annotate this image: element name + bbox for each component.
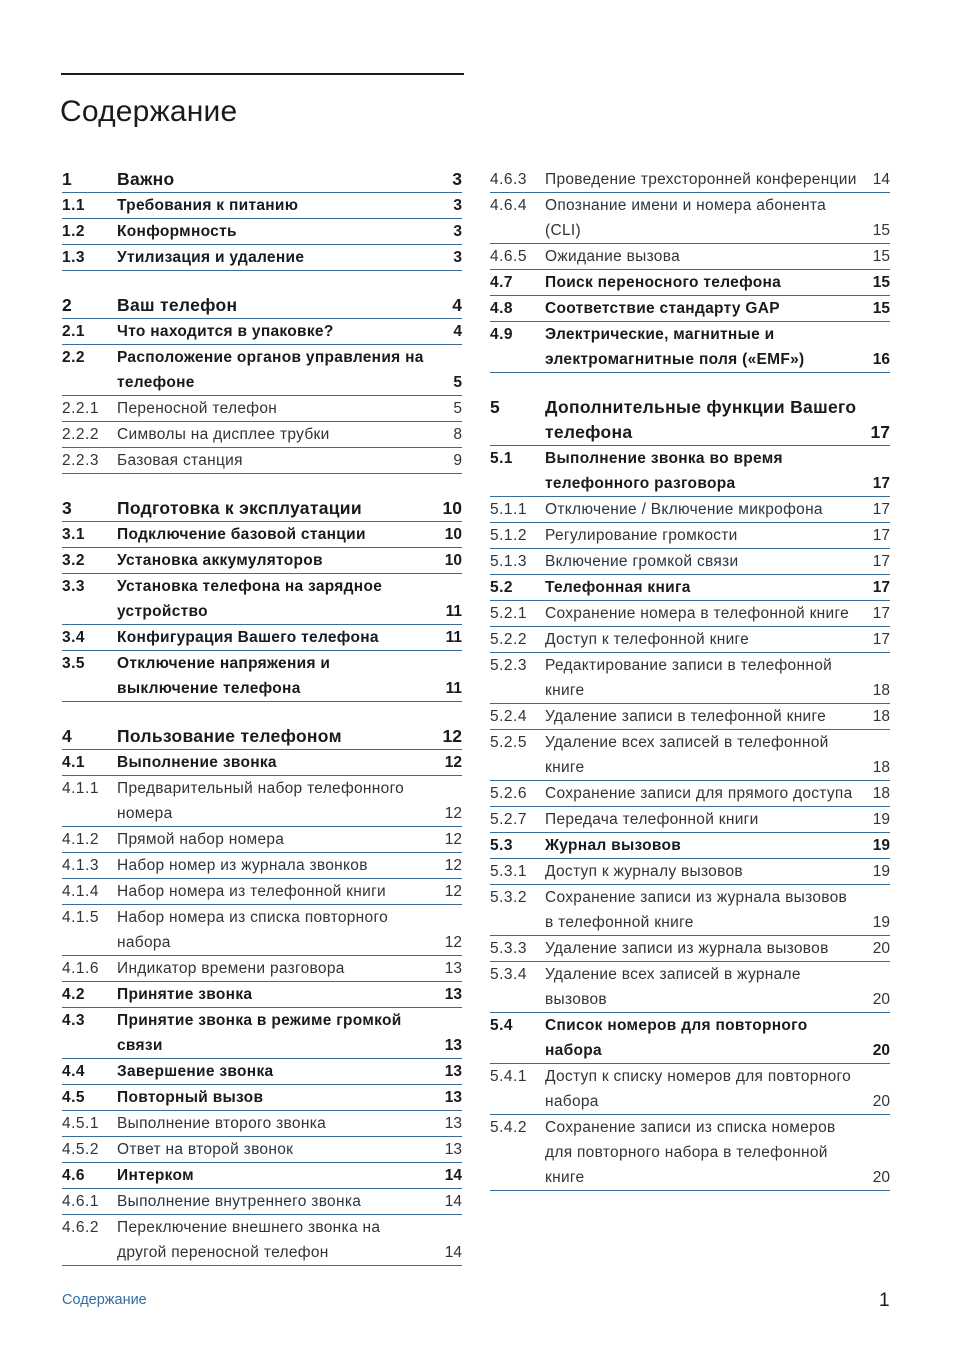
toc-entry[interactable]: [490, 1013, 890, 1064]
toc-entry-title: Передача телефонной книги: [545, 811, 759, 828]
toc-entry-num: 4.2: [62, 986, 86, 1003]
toc-entry-num: 5.2.6: [490, 785, 527, 802]
toc-entry-num: 1.2: [62, 223, 86, 240]
toc-entry-num: 4.1.3: [62, 857, 99, 874]
toc-entry-page: 18: [872, 785, 890, 802]
toc-entry-title: Расположение органов управления на телефоне: [117, 349, 424, 391]
toc-entry-num: 5.2.7: [490, 811, 527, 828]
toc-entry[interactable]: [62, 245, 462, 271]
toc-entry-num: 5.1: [490, 450, 514, 467]
toc-entry-page: 18: [872, 682, 890, 699]
toc-entry[interactable]: [62, 776, 462, 827]
toc-entry-page: 14: [444, 1244, 462, 1261]
toc-entry-title: Повторный вызов: [117, 1089, 264, 1106]
toc-entry-page: 11: [445, 603, 462, 620]
toc-entry-title: Подключение базовой станции: [117, 526, 366, 543]
toc-entry-title: Набор номер из журнала звонков: [117, 857, 368, 874]
toc-entry-title: Принятие звонка в режиме громкой связи: [117, 1012, 402, 1054]
toc-entry[interactable]: [490, 244, 890, 270]
toc-entry[interactable]: [62, 422, 462, 448]
toc-entry[interactable]: [62, 1163, 462, 1189]
toc-entry-num: 4.1.1: [62, 780, 99, 797]
toc-entry-num: 5.1.1: [490, 501, 527, 518]
toc-entry-title: Доступ к телефонной книге: [545, 631, 750, 648]
toc-entry-page: 17: [872, 579, 890, 596]
toc-entry-title: Удаление всех записей в журнале вызовов: [545, 966, 801, 1008]
toc-entry-title: Ваш телефон: [117, 295, 238, 315]
toc-entry-page: 10: [444, 552, 462, 569]
toc-entry-num: 4.5.1: [62, 1115, 99, 1132]
toc-entry[interactable]: [490, 270, 890, 296]
toc-entry-num: 4.7: [490, 274, 514, 291]
toc-entry-title: Выполнение звонка: [117, 754, 277, 771]
toc-entry[interactable]: [490, 807, 890, 833]
toc-entry[interactable]: [490, 936, 890, 962]
toc-entry-num: 2.2.3: [62, 452, 99, 469]
toc-entry-title: Ответ на второй звонок: [117, 1141, 294, 1158]
toc-entry-page: 19: [872, 811, 890, 828]
toc-entry[interactable]: [62, 651, 462, 702]
page-title: Содержание: [60, 95, 238, 128]
toc-entry-num: 5.2.1: [490, 605, 527, 622]
toc-entry-page: 14: [444, 1167, 462, 1184]
toc-entry[interactable]: [490, 833, 890, 859]
toc-entry-num: 4.4: [62, 1063, 86, 1080]
toc-entry[interactable]: [62, 879, 462, 905]
toc-entry-title: Выполнение внутреннего звонка: [117, 1193, 362, 1210]
toc-entry-page: 20: [872, 991, 890, 1008]
toc-entry-page: 3: [453, 223, 462, 240]
toc-entry-num: 4.5.2: [62, 1141, 99, 1158]
toc-entry-num: 4.1.6: [62, 960, 99, 977]
toc-entry-num: 5.2: [490, 579, 514, 596]
toc-entry-page: 18: [872, 708, 890, 725]
toc-entry-title: Важно: [117, 169, 175, 189]
toc-entry[interactable]: [62, 219, 462, 245]
toc-entry[interactable]: [62, 167, 462, 193]
toc-entry-num: 4.3: [62, 1012, 86, 1029]
toc-entry-title: Телефонная книга: [545, 579, 691, 596]
toc-entry-page: 3: [453, 249, 462, 266]
toc-entry-page: 20: [872, 1093, 890, 1110]
toc-entry-title: Установка аккумуляторов: [117, 552, 323, 569]
toc-entry-num: 2.2: [62, 349, 86, 366]
toc-entry[interactable]: [490, 1115, 890, 1191]
toc-entry-num: 4.1.4: [62, 883, 99, 900]
footer-section-label: Содержание: [62, 1292, 147, 1308]
toc-entry-title: Конформность: [117, 223, 237, 240]
toc-entry[interactable]: [490, 523, 890, 549]
toc-entry-title: Проведение трехсторонней конференции: [545, 171, 857, 188]
toc-entry-page: 17: [872, 553, 890, 570]
toc-entry-title: Список номеров для повторного набора: [545, 1017, 808, 1059]
toc-entry-num: 4.1: [62, 754, 86, 771]
toc-entry-num: 5.4.1: [490, 1068, 527, 1085]
toc-entry-title: Установка телефона на зарядное устройство: [117, 578, 383, 620]
toc-entry-title: Дополнительные функции Вашего телефона: [545, 397, 857, 442]
toc-entry-title: Принятие звонка: [117, 986, 253, 1003]
toc-entry-title: Выполнение звонка во время телефонного разговора: [545, 450, 783, 492]
toc-entry-title: Подготовка к эксплуатации: [117, 498, 362, 518]
toc-entry-title: Сохранение номера в телефонной книге: [545, 605, 850, 622]
toc-entry-page: 16: [872, 351, 890, 368]
toc-entry-num: 5.3.3: [490, 940, 527, 957]
toc-entry-page: 20: [872, 1042, 890, 1059]
toc-entry-title: Что находится в упаковке?: [117, 323, 334, 340]
toc-entry-page: 15: [872, 222, 890, 239]
toc-entry-num: 5.2.3: [490, 657, 527, 674]
toc-entry[interactable]: [490, 167, 890, 193]
toc-entry-title: Базовая станция: [117, 452, 243, 469]
toc-entry-page: 19: [872, 837, 890, 854]
toc-entry[interactable]: [62, 396, 462, 422]
toc-entry-page: 17: [872, 475, 890, 492]
toc-entry[interactable]: [490, 395, 890, 446]
toc-entry-page: 17: [870, 422, 890, 442]
toc-entry-page: 13: [444, 1141, 462, 1158]
toc-entry-num: 4.6.5: [490, 248, 527, 265]
toc-entry-num: 2: [62, 295, 73, 315]
toc-entry-title: Индикатор времени разговора: [117, 960, 345, 977]
toc-entry-num: 4.9: [490, 326, 514, 343]
toc-entry-num: 5.2.2: [490, 631, 527, 648]
toc-entry[interactable]: [62, 496, 462, 522]
toc-entry[interactable]: [62, 1189, 462, 1215]
toc-entry-title: Сохранение записи для прямого доступа: [545, 785, 853, 802]
toc-entry-title: Удаление записи из журнала вызовов: [545, 940, 829, 957]
toc-entry-page: 13: [444, 1063, 462, 1080]
toc-entry[interactable]: [490, 549, 890, 575]
toc-entry[interactable]: [62, 853, 462, 879]
toc-entry[interactable]: [62, 1137, 462, 1163]
toc-entry[interactable]: [62, 1215, 462, 1266]
toc-entry[interactable]: [62, 956, 462, 982]
toc-entry[interactable]: [490, 859, 890, 885]
toc-entry-num: 5.3.1: [490, 863, 527, 880]
toc-entry-title: Доступ к списку номеров для повторного набора: [545, 1068, 852, 1110]
toc-entry[interactable]: [62, 193, 462, 219]
toc-entry-title: Прямой набор номера: [117, 831, 285, 848]
toc-entry[interactable]: [62, 1008, 462, 1059]
toc-entry-page: 10: [442, 498, 462, 518]
toc-entry-num: 4.6.4: [490, 197, 527, 214]
toc-entry-title: Переключение внешнего звонка на другой переносной телефон: [117, 1219, 381, 1261]
toc-entry-title: Переносной телефон: [117, 400, 278, 417]
toc-entry-page: 17: [872, 501, 890, 518]
toc-entry-num: 4: [62, 726, 73, 746]
toc-entry-num: 4.5: [62, 1089, 86, 1106]
toc-entry[interactable]: [62, 905, 462, 956]
toc-entry-num: 2.1: [62, 323, 86, 340]
toc-entry-page: 10: [444, 526, 462, 543]
toc-entry-title: Утилизация и удаление: [117, 249, 305, 266]
toc-entry-num: 3.4: [62, 629, 86, 646]
toc-entry-page: 17: [872, 631, 890, 648]
toc-entry-title: Символы на дисплее трубки: [117, 426, 330, 443]
toc-entry[interactable]: [490, 781, 890, 807]
toc-entry-page: 18: [872, 759, 890, 776]
toc-entry-title: Удаление записи в телефонной книге: [545, 708, 827, 725]
toc-entry-num: 3.1: [62, 526, 86, 543]
toc-entry[interactable]: [62, 448, 462, 474]
toc-entry-num: 3.2: [62, 552, 86, 569]
toc-entry-title: Набор номера из списка повторного набора: [117, 909, 389, 951]
footer-page-number: 1: [879, 1290, 890, 1311]
toc-entry-num: 3.5: [62, 655, 86, 672]
toc-entry[interactable]: [490, 627, 890, 653]
toc-entry-title: Конфигурация Вашего телефона: [117, 629, 379, 646]
toc-entry[interactable]: [62, 345, 462, 396]
toc-entry-num: 3: [62, 498, 73, 518]
toc-entry-page: 13: [444, 1115, 462, 1132]
toc-entry-num: 3.3: [62, 578, 86, 595]
toc-entry-num: 5.4: [490, 1017, 514, 1034]
toc-entry-page: 15: [872, 300, 890, 317]
toc-entry[interactable]: [62, 1085, 462, 1111]
toc-entry-page: 20: [872, 1169, 890, 1186]
toc-entry-page: 8: [453, 426, 462, 443]
toc-entry-page: 12: [442, 726, 462, 746]
toc-entry[interactable]: [62, 548, 462, 574]
toc-left-column: [62, 167, 462, 1266]
toc-entry-page: 15: [872, 248, 890, 265]
toc-entry[interactable]: [62, 1111, 462, 1137]
toc-entry-num: 5.2.4: [490, 708, 527, 725]
toc-entry-num: 1: [62, 169, 73, 189]
toc-entry[interactable]: [62, 625, 462, 651]
toc-entry-page: 5: [453, 374, 462, 391]
toc-entry-num: 5.1.3: [490, 553, 527, 570]
toc-entry-title: Журнал вызовов: [545, 837, 682, 854]
toc-entry-num: 5.4.2: [490, 1119, 527, 1136]
toc-entry-page: 3: [453, 197, 462, 214]
toc-entry-num: 4.8: [490, 300, 514, 317]
toc-entry[interactable]: [62, 750, 462, 776]
toc-entry[interactable]: [490, 296, 890, 322]
toc-entry-title: Пользование телефоном: [117, 726, 342, 746]
toc-entry[interactable]: [490, 193, 890, 244]
toc-entry[interactable]: [62, 293, 462, 319]
toc-entry[interactable]: [490, 704, 890, 730]
toc-entry-num: 4.6.3: [490, 171, 527, 188]
toc-entry[interactable]: [490, 322, 890, 373]
toc-entry[interactable]: [62, 827, 462, 853]
toc-entry[interactable]: [490, 962, 890, 1013]
toc-entry[interactable]: [490, 885, 890, 936]
toc-entry-num: 1.3: [62, 249, 86, 266]
toc-entry[interactable]: [490, 601, 890, 627]
toc-entry-title: Сохранение записи из списка номеров для повторного набора в телефонной книге: [545, 1119, 836, 1186]
toc-entry-page: 13: [444, 1037, 462, 1054]
toc-entry-page: 14: [872, 171, 890, 188]
toc-entry-page: 12: [444, 857, 462, 874]
toc-entry-page: 15: [872, 274, 890, 291]
toc-entry-title: Ожидание вызова: [545, 248, 681, 265]
toc-entry-page: 12: [444, 883, 462, 900]
toc-entry[interactable]: [490, 730, 890, 781]
toc-entry-page: 4: [453, 323, 462, 340]
toc-entry-title: Доступ к журналу вызовов: [545, 863, 743, 880]
toc-entry-page: 20: [872, 940, 890, 957]
toc-entry-title: Удаление всех записей в телефонной книге: [545, 734, 829, 776]
toc-entry[interactable]: [490, 653, 890, 704]
toc-entry-num: 4.1.5: [62, 909, 99, 926]
toc-entry-page: 17: [872, 605, 890, 622]
toc-entry-num: 2.2.2: [62, 426, 99, 443]
toc-entry-title: Регулирование громкости: [545, 527, 738, 544]
toc-entry-page: 19: [872, 863, 890, 880]
toc-entry-title: Включение громкой связи: [545, 553, 739, 570]
toc-entry-page: 14: [444, 1193, 462, 1210]
toc-entry-page: 12: [444, 754, 462, 771]
toc-entry-title: Набор номера из телефонной книги: [117, 883, 386, 900]
toc-entry-title: Отключение / Включение микрофона: [545, 501, 823, 518]
toc-entry-title: Соответствие стандарту GAP: [545, 300, 780, 317]
toc-entry[interactable]: [490, 1064, 890, 1115]
top-rule: [61, 73, 464, 75]
toc-entry-page: 5: [453, 400, 462, 417]
toc-entry-title: Завершение звонка: [117, 1063, 274, 1080]
toc-entry-page: 3: [452, 169, 462, 189]
toc-entry-title: Предварительный набор телефонного номера: [117, 780, 405, 822]
toc-entry-page: 11: [445, 629, 462, 646]
toc-entry[interactable]: [62, 319, 462, 345]
toc-entry[interactable]: [62, 574, 462, 625]
toc-entry[interactable]: [62, 1059, 462, 1085]
toc-entry-title: Электрические, магнитные и электромагнитные поля («EMF»): [545, 326, 805, 368]
toc-entry-title: Сохранение записи из журнала вызовов в телефонной книге: [545, 889, 848, 931]
toc-entry-page: 11: [445, 680, 462, 697]
toc-entry-num: 1.1: [62, 197, 86, 214]
toc-entry-page: 9: [453, 452, 462, 469]
toc-entry-title: Редактирование записи в телефонной книге: [545, 657, 833, 699]
toc-entry[interactable]: [62, 522, 462, 548]
toc-entry-title: Отключение напряжения и выключение телефона: [117, 655, 331, 697]
toc-entry-num: 4.6.1: [62, 1193, 99, 1210]
toc-entry-page: 17: [872, 527, 890, 544]
toc-entry-page: 13: [444, 1089, 462, 1106]
toc-entry-title: Выполнение второго звонка: [117, 1115, 327, 1132]
toc-entry[interactable]: [490, 575, 890, 601]
toc-entry-page: 13: [444, 960, 462, 977]
toc-entry-num: 4.1.2: [62, 831, 99, 848]
toc-right-column: [490, 167, 890, 1191]
toc-entry-page: 12: [444, 831, 462, 848]
toc-entry-title: Опознание имени и номера абонента (CLI): [545, 197, 827, 239]
toc-entry-num: 5.3: [490, 837, 514, 854]
toc-entry[interactable]: [490, 497, 890, 523]
toc-entry-page: 12: [444, 805, 462, 822]
toc-entry-num: 4.6.2: [62, 1219, 99, 1236]
toc-entry-num: 5.1.2: [490, 527, 527, 544]
toc-entry-num: 5: [490, 397, 501, 417]
toc-entry[interactable]: [62, 724, 462, 750]
toc-entry-num: 5.3.2: [490, 889, 527, 906]
toc-entry-title: Поиск переносного телефона: [545, 274, 782, 291]
toc-entry-page: 4: [452, 295, 462, 315]
toc-entry-num: 4.6: [62, 1167, 86, 1184]
toc-entry-title: Требования к питанию: [117, 197, 299, 214]
toc-entry[interactable]: [62, 982, 462, 1008]
toc-entry-num: 5.3.4: [490, 966, 527, 983]
toc-entry-num: 2.2.1: [62, 400, 99, 417]
toc-entry-num: 5.2.5: [490, 734, 527, 751]
toc-entry-page: 13: [444, 986, 462, 1003]
toc-entry-page: 12: [444, 934, 462, 951]
toc-entry[interactable]: [490, 446, 890, 497]
toc-entry-page: 19: [872, 914, 890, 931]
toc-entry-title: Интерком: [117, 1167, 194, 1184]
